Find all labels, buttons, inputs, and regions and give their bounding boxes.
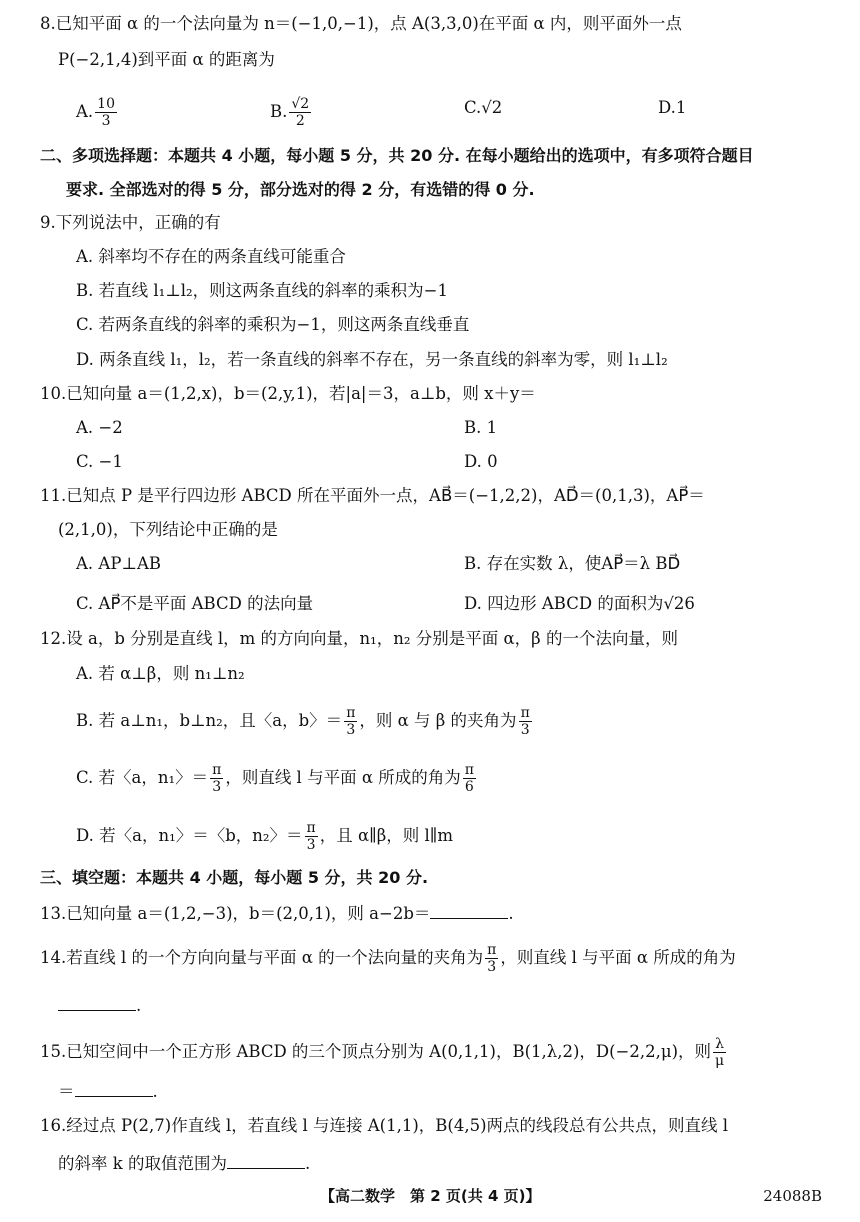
q10-option-b: B. 1 [464,418,498,437]
q8-option-b [270,96,313,129]
fraction-numerator: 10 [97,96,115,112]
fraction-denominator: 3 [487,959,497,975]
fraction-denominator: μ [715,1053,725,1069]
q16-text: 的斜率 k 的取值范围为 [58,1154,227,1173]
q14-stem [40,942,736,975]
q8-option-a [76,96,119,129]
answer-blank[interactable] [58,992,136,1011]
q9-option-d: D. 两条直线 l₁，l₂，若一条直线的斜率不存在，另一条直线的斜率为零，则 l₁⊥l₂ [76,350,668,369]
q12-option-d-text: D. 若〈a，n₁〉＝〈b，n₂〉＝ [76,826,303,845]
q11-line2: (2,1,0)，下列结论中正确的是 [58,520,278,539]
q9-option-a: A. 斜率均不存在的两条直线可能重合 [76,247,346,266]
q11-option-d: D. 四边形 ABCD 的面积为√26 [464,594,695,613]
fraction-numerator: π [346,705,356,721]
pi-over-3-fraction [344,705,357,738]
q11-line1: 11.已知点 P 是平行四边形 ABCD 所在平面外一点，AB⃗＝(−1,2,2)，AD⃗＝(0,1,3)，AP⃗＝ [40,486,705,505]
q12-option-b-text-2: ，则 α 与 β 的夹角为 [359,711,517,730]
q9-option-c: C. 若两条直线的斜率的乘积为−1，则这两条直线垂直 [76,315,470,334]
q8-line1: 8.已知平面 α 的一个法向量为 n＝(−1,0,−1)，点 A(3,3,0)在平面 α 内，则平面外一点 [40,14,682,33]
q8-option-b-label: B. [270,102,288,121]
pi-over-3-fraction [210,762,223,795]
fraction-denominator: 6 [464,779,474,795]
lambda-over-mu-fraction [713,1036,726,1069]
q12-option-c-text: C. 若〈a，n₁〉＝ [76,768,209,787]
q10-option-d: D. 0 [464,452,498,471]
footer-page-info: 【高二数学 第 2 页(共 4 页)】 [320,1187,541,1205]
q16-period: . [305,1154,311,1173]
q12-option-b-text: B. 若 a⊥n₁，b⊥n₂，且〈a，b〉＝ [76,711,343,730]
q10-option-a: A. −2 [76,418,123,437]
equals-sign: ＝ [58,1082,75,1101]
answer-blank[interactable] [430,900,508,919]
pi-over-3-fraction [305,820,318,853]
fraction-denominator: 3 [101,113,111,129]
q15-text: 15.已知空间中一个正方形 ABCD 的三个顶点分别为 A(0,1,1)，B(1,λ,2)，D(−2,2,μ)，则 [40,1042,712,1061]
q8-option-a-label: A. [76,102,94,121]
q12-stem: 12.设 a，b 分别是直线 l，m 的方向向量，n₁，n₂ 分别是平面 α，β 的一个法向量，则 [40,629,678,648]
q12-option-d [76,820,453,853]
q12-option-a: A. 若 α⊥β，则 n₁⊥n₂ [76,664,245,683]
section2-heading-line1: 二、多项选择题：本题共 4 小题，每小题 5 分，共 20 分. 在每小题给出的选项中，有多项符合题目 [40,146,754,165]
q14-period: . [136,996,142,1015]
q8-option-c: C.√2 [464,98,503,117]
q15-stem [40,1036,728,1069]
fraction-denominator: 3 [520,722,530,738]
q12-option-c [76,762,478,795]
q13-stem [40,900,514,926]
fraction-numerator: √2 [291,96,310,112]
q8-option-a-fraction [95,96,117,129]
q9-stem: 9.下列说法中，正确的有 [40,213,221,232]
q10-option-c: C. −1 [76,452,123,471]
fraction-numerator: λ [713,1036,726,1053]
pi-over-3-fraction [519,705,532,738]
fraction-numerator: π [212,762,222,778]
q13-text: 13.已知向量 a＝(1,2,−3)，b＝(2,0,1)，则 a−2b＝ [40,904,431,923]
answer-blank[interactable] [227,1150,305,1169]
fraction-denominator: 3 [212,779,222,795]
q14-text: 14.若直线 l 的一个方向向量与平面 α 的一个法向量的夹角为 [40,948,484,967]
q16-line2 [58,1150,310,1176]
q12-option-b [76,705,534,738]
q8-option-b-fraction [289,96,311,129]
section3-heading: 三、填空题：本题共 4 小题，每小题 5 分，共 20 分. [40,868,429,887]
q8-option-d: D.1 [658,98,687,117]
fraction-numerator: π [464,762,474,778]
footer-exam-code: 24088B [763,1187,822,1205]
pi-over-3-fraction [485,942,498,975]
q15-period: . [152,1082,158,1101]
q16-line1: 16.经过点 P(2,7)作直线 l，若直线 l 与连接 A(1,1)，B(4,5)两点的线段总有公共点，则直线 l [40,1116,729,1135]
fraction-numerator: π [306,820,316,836]
q15-answer-line [58,1078,158,1104]
q14-text-2: ，则直线 l 与平面 α 所成的角为 [500,948,736,967]
answer-blank[interactable] [75,1078,153,1097]
q11-option-b: B. 存在实数 λ，使AP⃗＝λ BD⃗ [464,554,681,573]
fraction-numerator: π [487,942,497,958]
section2-heading-line2: 要求. 全部选对的得 5 分，部分选对的得 2 分，有选错的得 0 分. [66,180,535,199]
q11-option-c: C. AP⃗不是平面 ABCD 的法向量 [76,594,314,613]
q9-option-b: B. 若直线 l₁⊥l₂，则这两条直线的斜率的乘积为−1 [76,281,448,300]
q12-option-c-text-2: ，则直线 l 与平面 α 所成的角为 [225,768,461,787]
fraction-denominator: 2 [295,113,305,129]
q12-option-d-text-2: ，且 α∥β，则 l∥m [319,826,454,845]
q14-answer-line [58,992,141,1018]
q8-line2: P(−2,1,4)到平面 α 的距离为 [58,50,275,69]
pi-over-6-fraction [463,762,476,795]
q13-period: . [508,904,514,923]
fraction-numerator: π [520,705,530,721]
q10-stem: 10.已知向量 a＝(1,2,x)，b＝(2,y,1)，若|a|＝3，a⊥b，则 x＋y＝ [40,384,536,403]
fraction-denominator: 3 [346,722,356,738]
fraction-denominator: 3 [306,837,316,853]
q11-option-a: A. AP⊥AB [76,554,161,573]
